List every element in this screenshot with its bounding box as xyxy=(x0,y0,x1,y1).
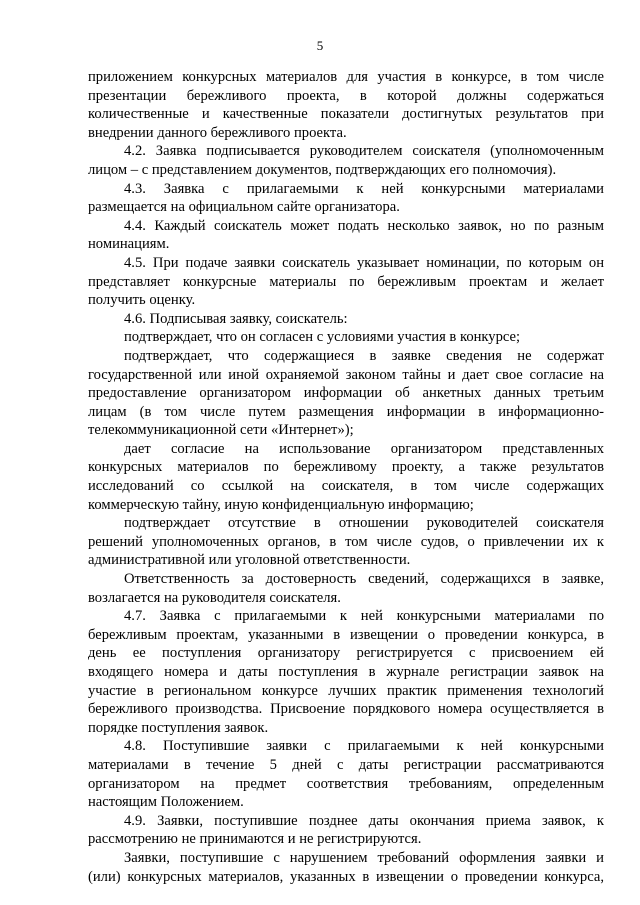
text-line: 4.5. При подаче заявки соискатель указывает номинации, по которым он xyxy=(124,254,604,271)
text-line: рассмотрению не принимаются и не регистрируются. xyxy=(88,831,422,848)
text-line: презентации бережливого проекта, в которой должны содержаться xyxy=(88,87,604,104)
text-line: участие в региональном конкурсе лучших практик применения технологий xyxy=(88,682,604,699)
text-line: исследований со ссылкой на соискателя, в том числе содержащих xyxy=(88,478,604,495)
text-line: получить оценку. xyxy=(88,292,196,309)
text-line: 4.6. Подписывая заявку, соискатель: xyxy=(124,310,348,327)
text-line: настоящим Положением. xyxy=(88,794,244,811)
text-line: организатором на предмет соответствия требованиям, определенным xyxy=(88,775,604,792)
text-line: административной или уголовной ответственности. xyxy=(88,552,411,569)
text-line: возлагается на руководителя соискателя. xyxy=(88,589,341,606)
text-line: порядке поступления заявок. xyxy=(88,719,269,736)
text-line: представляет конкурсные материалы по бережливым проектам и желает xyxy=(88,273,604,290)
text-line: коммерческую тайну, иную конфиденциальную информацию; xyxy=(88,496,474,513)
text-line: (или) конкурсных материалов, указанных в извещении о проведении конкурса, xyxy=(88,868,604,885)
text-line: 4.9. Заявки, поступившие позднее даты окончания приема заявок, к xyxy=(124,812,604,829)
text-line: 4.4. Каждый соискатель может подать несколько заявок, но по разным xyxy=(124,217,604,234)
text-line: 4.8. Поступившие заявки с прилагаемыми к ней конкурсными xyxy=(124,738,604,755)
text-line: входящего номера и даты поступления в журнале регистрации заявок на xyxy=(88,664,604,680)
text-line: подтверждает, что он согласен с условиями участия в конкурсе; xyxy=(124,329,521,346)
text-line: конкурсных материалов по бережливому проекту, а также результатов xyxy=(88,459,604,476)
text-line: решений уполномоченных органов, в том числе судов, о привлечении их к xyxy=(88,533,604,550)
text-line: материалами в течение 5 дней с даты регистрации рассматриваются xyxy=(88,756,604,773)
text-line: номинациям. xyxy=(88,236,170,253)
text-line: предоставление организатором информации об анкетных данных третьим xyxy=(88,385,604,402)
document-body xyxy=(88,68,604,886)
text-line: лицам (в том числе путем размещения информации в информационно- xyxy=(88,403,604,420)
text-line: дает согласие на использование организатором представленных xyxy=(124,440,604,457)
text-line: подтверждает отсутствие в отношении руководителей соискателя xyxy=(124,515,604,532)
text-line: лицом – с представлением документов, подтверждающих его полномочия). xyxy=(88,161,557,178)
text-line: размещается на официальном сайте организатора. xyxy=(88,199,400,216)
text-line: 4.3. Заявка с прилагаемыми к ней конкурсными материалами xyxy=(124,180,604,197)
text-line: количественные и качественные показатели достигнутых результатов при xyxy=(88,106,604,123)
text-line: день ее поступления организатору регистрируется с присвоением ей xyxy=(88,645,604,662)
text-line: внедрении данного бережливого проекта. xyxy=(88,124,347,141)
text-line: Заявки, поступившие с нарушением требований оформления заявки и xyxy=(124,849,604,866)
page-number: 5 xyxy=(316,38,324,53)
text-line: 4.7. Заявка с прилагаемыми к ней конкурсными материалами по xyxy=(124,608,604,625)
text-line: 4.2. Заявка подписывается руководителем соискателя (уполномоченным xyxy=(124,143,604,160)
text-line: государственной или иной охраняемой законом тайны и дает свое согласие на xyxy=(88,366,604,383)
text-line: бережливого производства. Присвоение порядкового номера осуществляется в xyxy=(88,701,604,718)
text-line: Ответственность за достоверность сведений, содержащихся в заявке, xyxy=(124,571,604,588)
text-line: телекоммуникационной сети «Интернет»); xyxy=(88,422,354,439)
text-line: подтверждает, что содержащиеся в заявке сведения не содержат xyxy=(124,347,604,364)
text-line: приложением конкурсных материалов для участия в конкурсе, в том числе xyxy=(88,69,604,85)
text-line: бережливым проектам, указанными в извещении о проведении конкурса, в xyxy=(88,626,604,643)
